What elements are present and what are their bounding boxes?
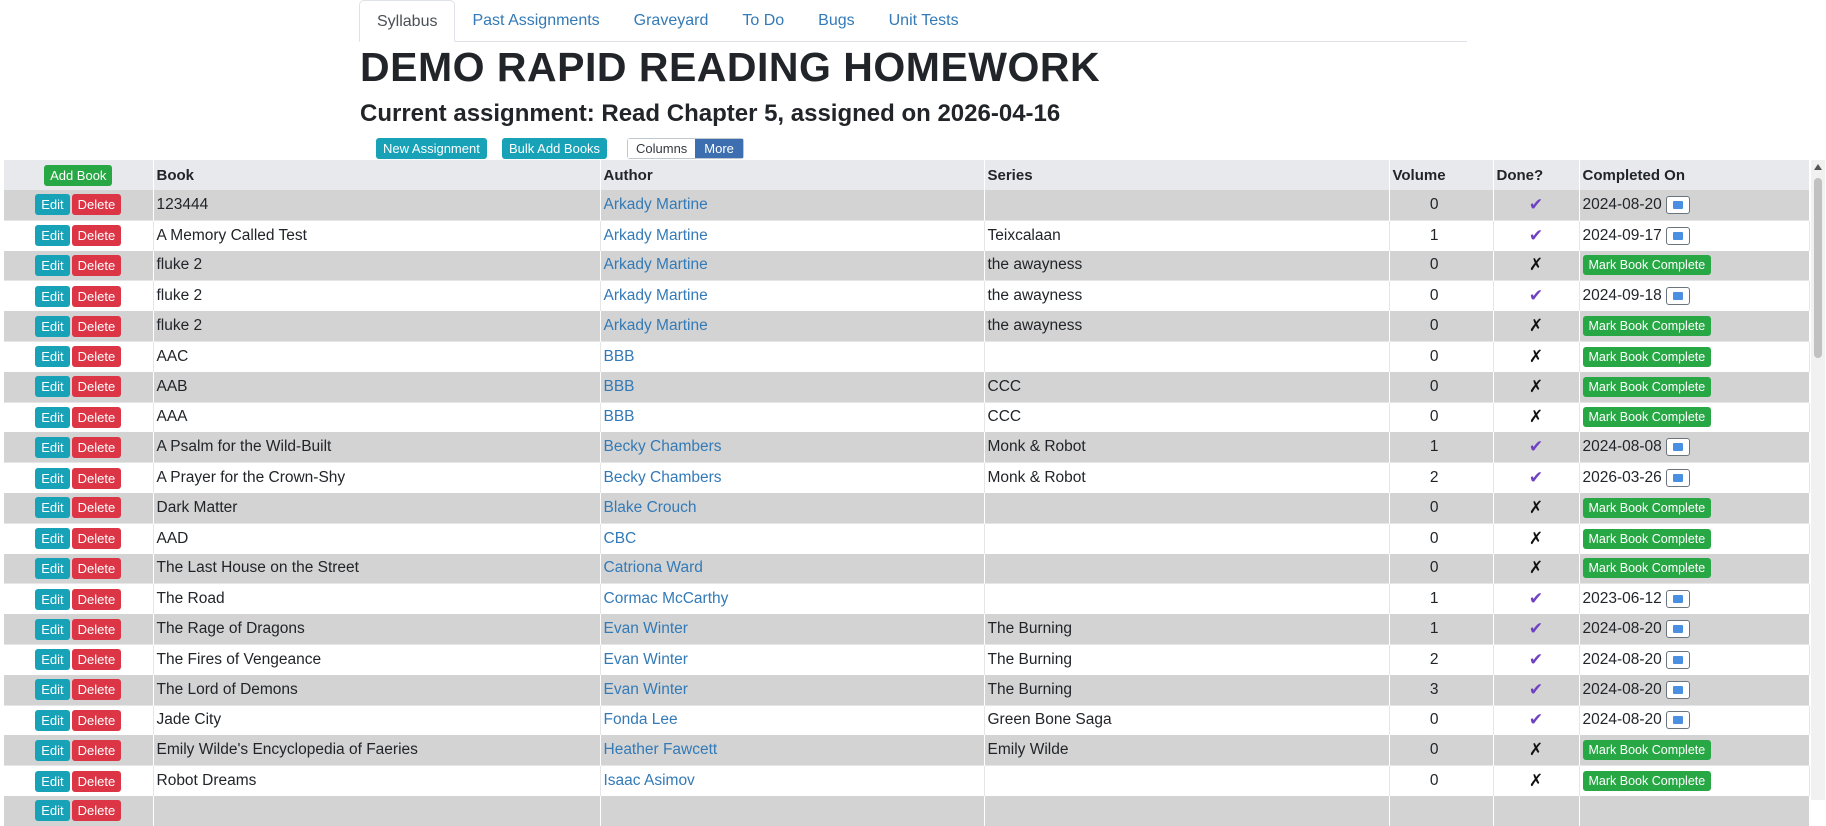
undo-complete-icon[interactable]: [1666, 681, 1690, 699]
book-cell: A Psalm for the Wild-Built: [153, 432, 600, 462]
check-icon: ✔: [1528, 710, 1544, 730]
volume-cell: 1: [1389, 220, 1493, 250]
new-assignment-button[interactable]: New Assignment: [376, 138, 487, 159]
edit-button[interactable]: Edit: [35, 316, 69, 337]
row-actions: [4, 432, 153, 462]
row-actions: [4, 796, 153, 826]
book-cell: The Last House on the Street: [153, 554, 600, 584]
volume-cell: 0: [1389, 735, 1493, 765]
author-link[interactable]: Arkady Martine: [600, 311, 984, 341]
row-actions: [4, 614, 153, 644]
series-cell: [984, 341, 1389, 371]
edit-button[interactable]: Edit: [35, 194, 69, 215]
tab-graveyard[interactable]: Graveyard: [633, 12, 709, 29]
edit-button[interactable]: Edit: [35, 589, 69, 610]
series-cell: Monk & Robot: [984, 432, 1389, 462]
edit-button[interactable]: Edit: [35, 286, 69, 307]
done-cell: [1493, 432, 1579, 462]
author-link[interactable]: Heather Fawcett: [600, 735, 984, 765]
done-cell: [1493, 644, 1579, 674]
cross-icon: ✗: [1528, 407, 1544, 427]
completed-on-cell: [1579, 281, 1809, 311]
edit-button[interactable]: Edit: [35, 740, 69, 761]
series-cell: CCC: [984, 372, 1389, 402]
done-cell: [1493, 251, 1579, 281]
delete-button[interactable]: Delete: [72, 528, 122, 549]
cross-icon: ✗: [1528, 771, 1544, 791]
edit-button[interactable]: Edit: [35, 376, 69, 397]
row-actions: [4, 402, 153, 432]
nav-tabs: [359, 0, 1467, 42]
completed-on-cell: [1579, 766, 1809, 796]
header-completed-on[interactable]: Completed On: [1579, 160, 1809, 190]
edit-button[interactable]: Edit: [35, 649, 69, 670]
edit-button[interactable]: Edit: [35, 468, 69, 489]
author-link[interactable]: Arkady Martine: [600, 220, 984, 250]
done-cell: [1493, 554, 1579, 584]
tab-past-assignments[interactable]: Past Assignments: [472, 12, 600, 29]
delete-button[interactable]: Delete: [72, 619, 122, 640]
completed-on-cell: [1579, 190, 1809, 220]
tab-syllabus[interactable]: Syllabus: [359, 0, 455, 42]
book-cell: 123444: [153, 190, 600, 220]
edit-button[interactable]: Edit: [35, 800, 69, 821]
volume-cell: 0: [1389, 341, 1493, 371]
completed-date: 2024-08-20: [1582, 680, 1662, 698]
delete-button[interactable]: Delete: [72, 771, 122, 792]
book-cell: The Fires of Vengeance: [153, 644, 600, 674]
series-cell: [984, 584, 1389, 614]
author-link[interactable]: CBC: [600, 523, 984, 553]
completed-on-cell: [1579, 705, 1809, 735]
check-icon: ✔: [1528, 225, 1544, 245]
mark-book-complete-button[interactable]: Mark Book Complete: [1583, 347, 1712, 367]
completed-date: 2024-08-20: [1582, 711, 1662, 729]
author-link[interactable]: BBB: [600, 372, 984, 402]
edit-button[interactable]: Edit: [35, 558, 69, 579]
cross-icon: ✗: [1528, 346, 1544, 366]
book-cell: A Memory Called Test: [153, 220, 600, 250]
done-cell: [1493, 190, 1579, 220]
done-cell: [1493, 281, 1579, 311]
header-done[interactable]: Done?: [1493, 160, 1579, 190]
edit-button[interactable]: Edit: [35, 679, 69, 700]
book-cell: A Prayer for the Crown-Shy: [153, 463, 600, 493]
series-cell: Monk & Robot: [984, 463, 1389, 493]
volume-cell: 0: [1389, 190, 1493, 220]
row-actions: [4, 493, 153, 523]
book-cell: Robot Dreams: [153, 766, 600, 796]
author-link[interactable]: Catriona Ward: [600, 554, 984, 584]
series-cell: Teixcalaan: [984, 220, 1389, 250]
delete-button[interactable]: Delete: [72, 437, 122, 458]
table-row: [4, 281, 1809, 311]
edit-button[interactable]: Edit: [35, 710, 69, 731]
table-row: [4, 463, 1809, 493]
check-icon: ✔: [1528, 286, 1544, 306]
edit-button[interactable]: Edit: [35, 225, 69, 246]
series-cell: Emily Wilde: [984, 735, 1389, 765]
table-row: [4, 432, 1809, 462]
edit-button[interactable]: Edit: [35, 619, 69, 640]
series-cell: [984, 190, 1389, 220]
completed-on-cell: [1579, 341, 1809, 371]
delete-button[interactable]: Delete: [72, 497, 122, 518]
table-row: [4, 402, 1809, 432]
scroll-thumb[interactable]: [1814, 178, 1822, 358]
completed-date: 2024-08-20: [1582, 620, 1662, 638]
series-cell: the awayness: [984, 281, 1389, 311]
book-cell: Emily Wilde's Encyclopedia of Faeries: [153, 735, 600, 765]
check-icon: ✔: [1528, 619, 1544, 639]
book-cell: The Rage of Dragons: [153, 614, 600, 644]
check-icon: ✔: [1528, 437, 1544, 457]
vertical-scrollbar[interactable]: [1811, 160, 1825, 800]
completed-on-cell: [1579, 796, 1809, 826]
table-row: [4, 614, 1809, 644]
volume-cell: 0: [1389, 766, 1493, 796]
edit-button[interactable]: Edit: [35, 437, 69, 458]
mark-book-complete-button[interactable]: Mark Book Complete: [1583, 529, 1712, 549]
header-author[interactable]: Author: [600, 160, 984, 190]
delete-button[interactable]: Delete: [72, 407, 122, 428]
completed-date: 2024-09-17: [1582, 226, 1662, 244]
book-cell: Dark Matter: [153, 493, 600, 523]
done-cell: [1493, 493, 1579, 523]
row-actions: [4, 220, 153, 250]
series-cell: Green Bone Saga: [984, 705, 1389, 735]
table-row: [4, 220, 1809, 250]
table-row: [4, 735, 1809, 765]
volume-cell: 1: [1389, 432, 1493, 462]
mark-book-complete-button[interactable]: Mark Book Complete: [1583, 740, 1712, 760]
book-cell: The Lord of Demons: [153, 675, 600, 705]
undo-complete-icon[interactable]: [1666, 196, 1690, 214]
table-row: [4, 796, 1809, 826]
row-actions: [4, 705, 153, 735]
volume-cell: 0: [1389, 311, 1493, 341]
completed-on-cell: [1579, 372, 1809, 402]
series-cell: The Burning: [984, 644, 1389, 674]
volume-cell: 0: [1389, 372, 1493, 402]
books-table: [4, 160, 1810, 826]
columns-button-group: [627, 138, 744, 159]
completed-on-cell: [1579, 220, 1809, 250]
table-row: [4, 493, 1809, 523]
row-actions: [4, 341, 153, 371]
undo-complete-icon[interactable]: [1666, 469, 1690, 487]
completed-on-cell: [1579, 644, 1809, 674]
table-row: [4, 251, 1809, 281]
author-link[interactable]: BBB: [600, 402, 984, 432]
delete-button[interactable]: Delete: [72, 800, 122, 821]
completed-on-cell: [1579, 675, 1809, 705]
volume-cell: 2: [1389, 644, 1493, 674]
table-row: [4, 523, 1809, 553]
delete-button[interactable]: Delete: [72, 346, 122, 367]
volume-cell: 2: [1389, 463, 1493, 493]
volume-cell: 0: [1389, 281, 1493, 311]
mark-book-complete-button[interactable]: Mark Book Complete: [1583, 316, 1712, 336]
author-link[interactable]: Becky Chambers: [600, 463, 984, 493]
done-cell: [1493, 341, 1579, 371]
cross-icon: ✗: [1528, 255, 1544, 275]
header-series[interactable]: Series: [984, 160, 1389, 190]
book-cell: [153, 796, 600, 826]
delete-button[interactable]: Delete: [72, 740, 122, 761]
delete-button[interactable]: Delete: [72, 316, 122, 337]
mark-book-complete-button[interactable]: Mark Book Complete: [1583, 771, 1712, 791]
bulk-add-books-button[interactable]: Bulk Add Books: [502, 138, 607, 159]
delete-button[interactable]: Delete: [72, 589, 122, 610]
series-cell: the awayness: [984, 251, 1389, 281]
tab-bugs[interactable]: Bugs: [818, 12, 855, 29]
cross-icon: ✗: [1528, 316, 1544, 336]
tab-unit-tests[interactable]: Unit Tests: [888, 12, 959, 29]
completed-on-cell: [1579, 735, 1809, 765]
table-row: [4, 311, 1809, 341]
table-row: [4, 675, 1809, 705]
done-cell: [1493, 675, 1579, 705]
cross-icon: ✗: [1528, 740, 1544, 760]
volume-cell: 0: [1389, 554, 1493, 584]
completed-date: 2024-08-20: [1582, 195, 1662, 213]
book-cell: AAA: [153, 402, 600, 432]
done-cell: [1493, 523, 1579, 553]
row-actions: [4, 372, 153, 402]
table-row: [4, 372, 1809, 402]
book-cell: fluke 2: [153, 311, 600, 341]
completed-date: 2026-03-26: [1582, 469, 1662, 487]
page-title: DEMO RAPID READING HOMEWORK: [360, 44, 1101, 90]
book-cell: The Road: [153, 584, 600, 614]
row-actions: [4, 311, 153, 341]
undo-complete-icon[interactable]: [1666, 711, 1690, 729]
done-cell: [1493, 402, 1579, 432]
edit-button[interactable]: Edit: [35, 407, 69, 428]
done-cell: [1493, 220, 1579, 250]
check-icon: ✔: [1528, 649, 1544, 669]
series-cell: [984, 554, 1389, 584]
series-cell: CCC: [984, 402, 1389, 432]
author-link[interactable]: BBB: [600, 341, 984, 371]
current-assignment-value: Read Chapter 5, assigned on 2026-04-16: [601, 100, 1061, 127]
undo-complete-icon[interactable]: [1666, 227, 1690, 245]
completed-on-cell: [1579, 523, 1809, 553]
mark-book-complete-button[interactable]: Mark Book Complete: [1583, 558, 1712, 578]
row-actions: [4, 190, 153, 220]
row-actions: [4, 584, 153, 614]
volume-cell: 0: [1389, 523, 1493, 553]
done-cell: [1493, 735, 1579, 765]
volume-cell: [1389, 796, 1493, 826]
row-actions: [4, 644, 153, 674]
mark-book-complete-button[interactable]: Mark Book Complete: [1583, 255, 1712, 275]
columns-button[interactable]: Columns: [628, 139, 695, 158]
current-assignment: [360, 100, 1060, 128]
series-cell: [984, 493, 1389, 523]
delete-button[interactable]: Delete: [72, 194, 122, 215]
edit-button[interactable]: Edit: [35, 497, 69, 518]
author-link[interactable]: Becky Chambers: [600, 432, 984, 462]
undo-complete-icon[interactable]: [1666, 651, 1690, 669]
done-cell: [1493, 584, 1579, 614]
completed-on-cell: [1579, 614, 1809, 644]
header-volume[interactable]: Volume: [1389, 160, 1493, 190]
book-cell: AAC: [153, 341, 600, 371]
undo-complete-icon[interactable]: [1666, 287, 1690, 305]
delete-button[interactable]: Delete: [72, 558, 122, 579]
row-actions: [4, 281, 153, 311]
volume-cell: 0: [1389, 251, 1493, 281]
row-actions: [4, 675, 153, 705]
completed-on-cell: [1579, 584, 1809, 614]
cross-icon: ✗: [1528, 528, 1544, 548]
scroll-up-arrow-icon[interactable]: [1814, 164, 1822, 170]
completed-on-cell: [1579, 554, 1809, 584]
delete-button[interactable]: Delete: [72, 649, 122, 670]
author-link[interactable]: Evan Winter: [600, 675, 984, 705]
author-link[interactable]: Blake Crouch: [600, 493, 984, 523]
author-link[interactable]: Arkady Martine: [600, 281, 984, 311]
books-table-container: [4, 160, 1809, 819]
completed-on-cell: [1579, 493, 1809, 523]
completed-on-cell: [1579, 402, 1809, 432]
cross-icon: ✗: [1528, 558, 1544, 578]
row-actions: [4, 766, 153, 796]
delete-button[interactable]: Delete: [72, 225, 122, 246]
author-link[interactable]: Evan Winter: [600, 614, 984, 644]
series-cell: The Burning: [984, 614, 1389, 644]
done-cell: [1493, 766, 1579, 796]
book-cell: AAD: [153, 523, 600, 553]
table-row: [4, 341, 1809, 371]
volume-cell: 1: [1389, 584, 1493, 614]
tab-to-do[interactable]: To Do: [742, 12, 785, 29]
series-cell: [984, 796, 1389, 826]
check-icon: ✔: [1528, 194, 1544, 214]
table-row: [4, 766, 1809, 796]
completed-date: 2024-08-20: [1582, 650, 1662, 668]
done-cell: [1493, 705, 1579, 735]
undo-complete-icon[interactable]: [1666, 438, 1690, 456]
done-cell: [1493, 372, 1579, 402]
done-cell: [1493, 463, 1579, 493]
completed-date: 2023-06-12: [1582, 590, 1662, 608]
completed-on-cell: [1579, 463, 1809, 493]
done-cell: [1493, 796, 1579, 826]
volume-cell: 3: [1389, 675, 1493, 705]
book-cell: fluke 2: [153, 281, 600, 311]
table-row: [4, 705, 1809, 735]
volume-cell: 0: [1389, 705, 1493, 735]
volume-cell: 0: [1389, 493, 1493, 523]
row-actions: [4, 554, 153, 584]
current-assignment-label: Current assignment:: [360, 100, 595, 127]
delete-button[interactable]: Delete: [72, 376, 122, 397]
book-cell: fluke 2: [153, 251, 600, 281]
table-header-row: [4, 160, 1809, 190]
delete-button[interactable]: Delete: [72, 710, 122, 731]
edit-button[interactable]: Edit: [35, 346, 69, 367]
check-icon: ✔: [1528, 679, 1544, 699]
header-actions: [4, 160, 153, 190]
book-cell: AAB: [153, 372, 600, 402]
edit-button[interactable]: Edit: [35, 255, 69, 276]
volume-cell: 0: [1389, 402, 1493, 432]
edit-button[interactable]: Edit: [35, 771, 69, 792]
done-cell: [1493, 614, 1579, 644]
delete-button[interactable]: Delete: [72, 255, 122, 276]
delete-button[interactable]: Delete: [72, 679, 122, 700]
book-cell: Jade City: [153, 705, 600, 735]
completed-date: 2024-08-08: [1582, 438, 1662, 456]
edit-button[interactable]: Edit: [35, 528, 69, 549]
row-actions: [4, 463, 153, 493]
table-row: [4, 554, 1809, 584]
cross-icon: ✗: [1528, 497, 1544, 517]
table-row: [4, 190, 1809, 220]
author-link[interactable]: Arkady Martine: [600, 190, 984, 220]
header-book[interactable]: Book: [153, 160, 600, 190]
mark-book-complete-button[interactable]: Mark Book Complete: [1583, 407, 1712, 427]
completed-on-cell: [1579, 251, 1809, 281]
cross-icon: ✗: [1528, 376, 1544, 396]
author-link[interactable]: Fonda Lee: [600, 705, 984, 735]
table-body: [4, 190, 1809, 826]
undo-complete-icon[interactable]: [1666, 590, 1690, 608]
completed-on-cell: [1579, 432, 1809, 462]
series-cell: [984, 766, 1389, 796]
row-actions: [4, 251, 153, 281]
author-link[interactable]: Isaac Asimov: [600, 766, 984, 796]
table-row: [4, 584, 1809, 614]
delete-button[interactable]: Delete: [72, 286, 122, 307]
done-cell: [1493, 311, 1579, 341]
undo-complete-icon[interactable]: [1666, 620, 1690, 638]
delete-button[interactable]: Delete: [72, 468, 122, 489]
author-link[interactable]: [600, 796, 984, 826]
more-button[interactable]: More: [695, 139, 743, 158]
mark-book-complete-button[interactable]: Mark Book Complete: [1583, 377, 1712, 397]
check-icon: ✔: [1528, 589, 1544, 609]
volume-cell: 1: [1389, 614, 1493, 644]
row-actions: [4, 523, 153, 553]
author-link[interactable]: Evan Winter: [600, 644, 984, 674]
mark-book-complete-button[interactable]: Mark Book Complete: [1583, 498, 1712, 518]
row-actions: [4, 735, 153, 765]
series-cell: the awayness: [984, 311, 1389, 341]
completed-on-cell: [1579, 311, 1809, 341]
author-link[interactable]: Arkady Martine: [600, 251, 984, 281]
author-link[interactable]: Cormac McCarthy: [600, 584, 984, 614]
add-book-button[interactable]: Add Book: [44, 165, 112, 186]
completed-date: 2024-09-18: [1582, 287, 1662, 305]
series-cell: The Burning: [984, 675, 1389, 705]
check-icon: ✔: [1528, 468, 1544, 488]
series-cell: [984, 523, 1389, 553]
table-row: [4, 644, 1809, 674]
